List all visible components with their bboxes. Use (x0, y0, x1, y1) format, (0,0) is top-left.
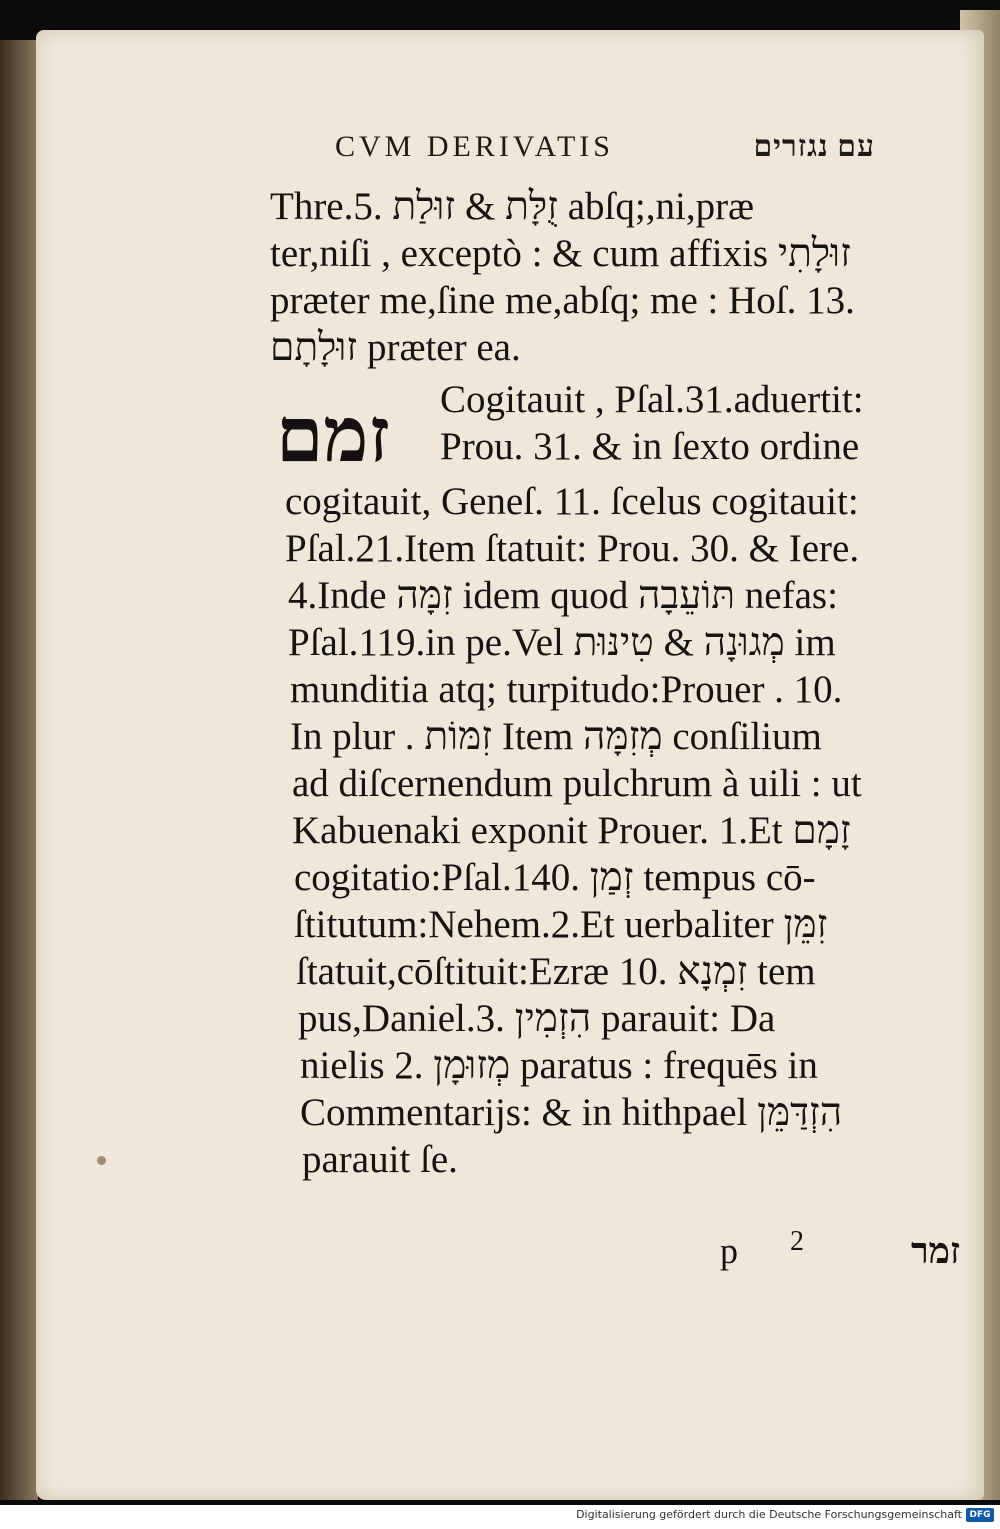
hebrew-initial-word: זמם (276, 390, 390, 479)
text-line: זוּלָתָם præter ea. (270, 326, 521, 369)
text-line: In plur . זִמּוֹת Item מְזִמָּה conſilium (290, 715, 822, 758)
book-binding (0, 40, 38, 1500)
text-line: 4.Inde זִמָּה idem quod תּוֹעֵבָה nefas: (288, 574, 838, 617)
text-line: ſtatuit,cōſtituit:Ezræ 10. זִמְנָא tem (296, 950, 816, 993)
text-line: cogitauit, Geneſ. 11. ſcelus cogitauit: (285, 480, 859, 523)
hebrew-running-title: עם נגזרים (753, 130, 875, 163)
text-line: Pſal.119.in pe.Vel מְגוּנָה & טִינּוּת im (288, 621, 836, 664)
running-title: CVM DERIVATIS (335, 130, 614, 163)
text-line: ad diſcernendum pulchrum à uili : ut (292, 762, 862, 805)
digitization-credit: Digitalisierung gefördert durch die Deutsche Forschungsgemeinschaft (576, 1508, 962, 1521)
signature-number: 2 (790, 1226, 804, 1257)
text-line: Pſal.21.Item ſtatuit: Prou. 30. & Iere. (285, 527, 860, 570)
dfg-logo-icon: DFG (966, 1508, 994, 1522)
running-header (335, 130, 875, 170)
signature-mark: p (720, 1231, 738, 1271)
text-line: præter me,ſine me,abſq; me : Hoſ. 13. (270, 279, 855, 322)
text-line: parauit ſe. (302, 1138, 458, 1181)
text-line: cogitatio:Pſal.140. זְמַן tempus cō- (294, 856, 816, 899)
text-line: Prou. 31. & in ſexto ordine (440, 425, 860, 468)
text-line: pus,Daniel.3. הִזְמִין parauit: Da (298, 997, 776, 1040)
page-footer (720, 1226, 960, 1280)
text-line: Cogitauit , Pſal.31.aduertit: (440, 378, 864, 421)
catchword: זמר (910, 1231, 960, 1271)
text-line: ter,niſi , exceptò : & cum affixis זוּלָתִי (270, 232, 851, 275)
text-line: Commentarijs: & in hithpael הִזְדַּמֵּן (300, 1091, 843, 1134)
paper-stain (97, 1156, 106, 1165)
text-line: munditia atq; turpitudo:Prouer . 10. (290, 668, 843, 711)
text-line: ſtitutum:Nehem.2.Et uerbaliter זִמֵּן (294, 903, 828, 946)
text-line: Thre.5. זֻלָּת & זוּלַת abſq;,ni,præ (270, 185, 755, 228)
text-line: Kabuenaki exponit Prouer. 1.Et זָמָם (292, 809, 851, 852)
text-line: nielis 2. מְזוּמָן paratus : frequēs in (300, 1044, 818, 1087)
